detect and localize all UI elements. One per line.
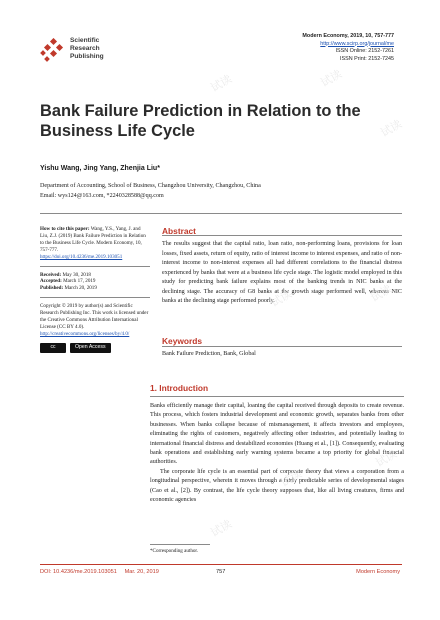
footnote-rule	[150, 544, 210, 545]
sidebar-divider	[40, 297, 150, 298]
abstract-rule	[162, 235, 402, 236]
publisher-logo-icon	[40, 38, 66, 64]
journal-url-link[interactable]: http://www.scirp.org/journal/me	[320, 40, 394, 47]
watermark-text: 试读	[278, 467, 305, 490]
introduction-body	[150, 402, 404, 505]
published-label: Published:	[40, 285, 64, 292]
copyright-text: Copyright © 2019 by author(s) and Scientific Research Publishing Inc. This work is licensed under the Creative Commons Attribution International License (CC BY 4.0).	[40, 303, 149, 330]
watermark-text: 试读	[373, 447, 400, 470]
footer-rule	[40, 564, 402, 565]
page-footer	[40, 569, 400, 575]
published-date: March 20, 2019	[64, 285, 97, 292]
paragraph: The corporate life cycle is an essential part of corporate theory that views a corporation from a longitudinal perspective, wherein it moves through a fairly predictable series of developmental stages (Cao et al., [2]). By contrast, the life cycle theory supposes that, like all living creatures, firms and economic agencies	[150, 468, 404, 504]
footer-date: Mar. 20, 2019	[124, 569, 159, 575]
paragraph: Banks efficiently manage their capital, loaning the capital received through deposits to create revenue. This process, which fosters industrial development and economic growth, separates banks from other businesses. When banks collapse because of mismanagement, it affects investors and employees, eliminating the rights of customers, negatively affecting other industries, and potentially leading to international financial distress and destabilized economies (Huang et al., [1]). Consequently, evaluating bank operations and establishing early warning systems became a top priority for global financial authorities.	[150, 403, 404, 466]
section-heading-introduction: 1. Introduction	[150, 383, 209, 393]
doi-link[interactable]: https://doi.org/10.4236/me.2019.103051	[40, 253, 123, 260]
watermark-text: 试读	[268, 287, 295, 310]
article-sidebar	[40, 226, 150, 353]
watermark-text: 试读	[208, 517, 235, 540]
received-date: May 30, 2018	[62, 271, 91, 278]
dates	[40, 272, 150, 293]
copyright	[40, 303, 150, 338]
cite-text: Wang, Y.S., Yang, J. and Liu, Z.J. (2019) Bank Failure Prediction in Relation to the Business Life Cycle. Modern Economy, 10, 757-777.	[40, 226, 146, 253]
keywords-rule	[162, 346, 402, 347]
accepted-date: March 17, 2019	[63, 278, 96, 285]
watermark-text: 试读	[368, 282, 395, 305]
license-link[interactable]: http://creativecommons.org/licenses/by/4.0/	[40, 330, 130, 337]
keywords-heading: Keywords	[162, 336, 203, 346]
sidebar-divider	[40, 266, 150, 267]
open-access-badge[interactable]: Open Access	[70, 343, 111, 353]
affiliation-block	[40, 182, 261, 201]
footer-doi: DOI: 10.4236/me.2019.103051	[40, 569, 117, 575]
keywords-text: Bank Failure Prediction, Bank, Global	[162, 351, 256, 357]
publisher-name-line: Research	[70, 45, 100, 53]
abstract-text: The results suggest that the capital ratio, loan ratio, non-performing loans, provisions for loan losses, fixed assets, return of equity, ratio of interest income to interest expenses, and ratio of non-interest income to non-interest expenses all had different correlations to the financial distress experienced by banks that were at a business life cycle stage. The logistic model employed in this study for predicting bank failure explains most of the banking trends in NIC banks at the declining stage. The accuracy of G8 banks at the growth stage performed well, whereas NIC banks at the declining stage performed poorly.	[162, 241, 402, 304]
page-number: 757	[216, 569, 226, 575]
footnote: *Corresponding author.	[150, 548, 199, 554]
watermark-text: 试读	[378, 117, 405, 140]
header-divider	[40, 213, 402, 214]
author-email: Email: wys124@163.com, *2240328588@qq.com	[40, 192, 164, 199]
how-to-cite	[40, 226, 150, 261]
cite-label: How to cite this paper:	[40, 226, 90, 232]
issn-print: ISSN Print: 2152-7245	[340, 55, 394, 62]
received-label: Received:	[40, 271, 62, 278]
intro-rule	[150, 396, 404, 397]
abstract-heading: Abstract	[162, 226, 196, 236]
issn-online: ISSN Online: 2152-7261	[335, 48, 394, 55]
affiliation: Department of Accounting, School of Business, Changzhou University, Changzhou, China	[40, 183, 261, 189]
publisher-name-line: Publishing	[70, 53, 104, 61]
watermark-text: 试读	[208, 72, 235, 95]
accepted-label: Accepted:	[40, 278, 62, 285]
journal-info	[302, 33, 394, 63]
watermark-text: 试读	[318, 67, 345, 90]
cc-badge-icon[interactable]: cc	[40, 343, 66, 353]
publisher-name-line: Scientific	[70, 37, 100, 44]
footer-journal: Modern Economy	[356, 569, 400, 575]
journal-citation: Modern Economy, 2019, 10, 757-777	[302, 33, 394, 39]
article-title: Bank Failure Prediction in Relation to the Business Life Cycle	[40, 102, 361, 140]
license-badges	[40, 343, 150, 353]
publisher-name	[70, 37, 104, 62]
article-authors: Yishu Wang, Jing Yang, Zhenjia Liu*	[40, 165, 160, 172]
